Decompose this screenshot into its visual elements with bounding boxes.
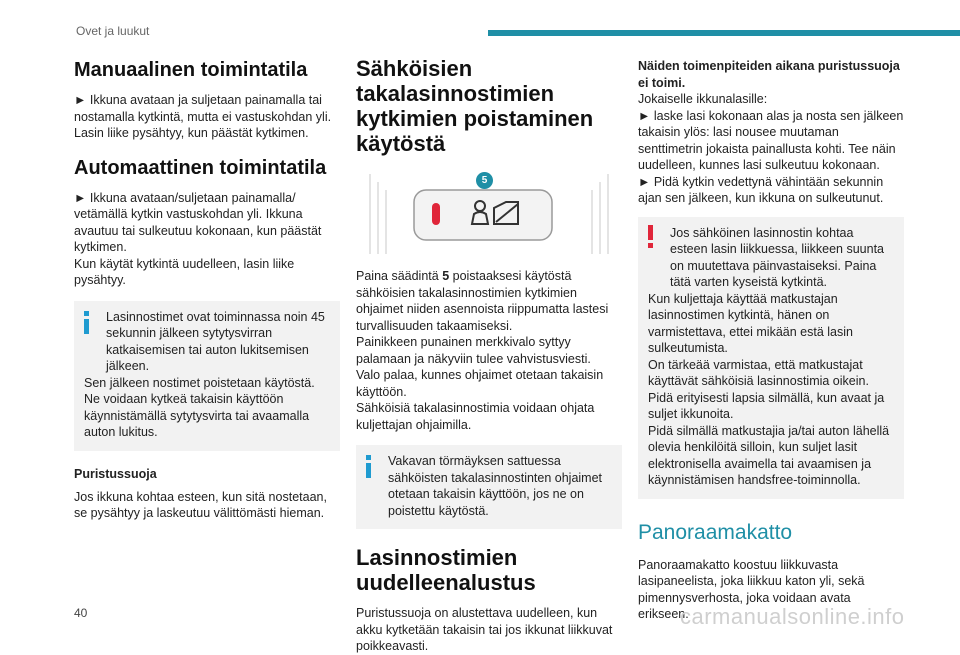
- header-section-title: Ovet ja luukut: [76, 24, 150, 38]
- figure-callout-badge: 5: [476, 172, 493, 189]
- column-right: [638, 56, 904, 623]
- info-note-crash: [356, 445, 622, 529]
- warning-note-line-1: Jos sähköinen lasinnostin kohtaa esteen lasin liikkuessa, liikkeen suunta on muutettava päinvastaiseksi. Paina tätä varten kyseistä kytkintä.: [670, 225, 885, 289]
- warning-note-line-3: On tärkeää varmistaa, että matkustajat käyttävät sähköisiä lasinnostimia oikein.: [648, 357, 869, 388]
- info-icon: [84, 311, 89, 335]
- warning-note-safety: [638, 217, 904, 499]
- pinch-protection-text: Jos ikkuna kohtaa esteen, kun sitä nostetaan, se pysähtyy ja laskeutuu välittömästi hieman.: [74, 489, 327, 520]
- reinit-text-2: ► laske lasi kokonaan alas ja nosta sen jälkeen takaisin ylös: lasi nousee muutaman senttimetrin jokaista painallusta kohti. Tee näin uudelleen, kunnes lasi sulkeutuu kokonaan.: [638, 108, 904, 172]
- warning-note-line-4: Pidä erityisesti lapsia silmällä, kun avaat ja suljet ikkunoita.: [648, 390, 885, 421]
- auto-mode-text-1: ► Ikkuna avataan/suljetaan painamalla/ vetämällä kytkin vastuskohdan yli. Ikkuna avautuu tai sulkeutuu kokonaan, kun päästät kytkimen.: [74, 190, 322, 254]
- header-accent-bar: [488, 30, 960, 36]
- pinch-disabled-warning: Näiden toimenpiteiden aikana puristussuoja ei toimi.: [638, 59, 900, 90]
- reinitialise-heading: Lasinnostimien uudelleenalustus: [356, 545, 536, 595]
- reinit-text-1: Jokaiselle ikkunalasille:: [638, 92, 768, 106]
- child-lock-switch-illustration: [356, 168, 622, 260]
- disable-rear-windows-heading: Sähköisien takalasinnostimien kytkimien poistaminen käytöstä: [356, 56, 594, 156]
- warning-note-line-5: Pidä silmällä matkustajia ja/tai auton lähellä olevia henkilöitä silloin, kun suljet lasit elektronisella avaimella tai avaamisen ja käynnistämisen handsfree-toiminnolla.: [648, 423, 890, 487]
- pinch-protection-heading: Puristussuoja: [74, 466, 157, 481]
- auto-mode-text-2: Kun käytät kytkintä uudelleen, lasin liike pysähtyy.: [74, 256, 295, 287]
- manual-mode-text: ► Ikkuna avataan ja suljetaan painamalla tai nostamalla kytkintä, mutta ei vastuskohdan yli. Lasin liike pysähtyy, kun päästät kytkimen.: [74, 93, 332, 140]
- info-note-line-2: Sen jälkeen nostimet poistetaan käytöstä.: [84, 375, 315, 390]
- panoramic-roof-heading: Panoraamakatto: [638, 520, 793, 544]
- disable-text-3: Valo palaa, kunnes ohjaimet otetaan takaisin käyttöön.: [356, 368, 604, 399]
- disable-text-4: Sähköisiä takalasinnostimia voidaan ohjata kuljettajan ohjaimilla.: [356, 401, 595, 432]
- reinit-text-3: ► Pidä kytkin vedettynä vähintään sekunnin ajan sen jälkeen, kun ikkuna on sulkeutunut.: [638, 174, 884, 205]
- column-middle: [356, 56, 622, 655]
- warning-icon: [648, 225, 654, 249]
- watermark: carmanualsonline.info: [680, 604, 905, 629]
- panoramic-roof-text: Panoraamakatto koostuu liikkuvasta lasipaneelista, joka liikkuu katon yli, sekä pimennysverhosta, joka voidaan avata erikseen.: [638, 557, 865, 621]
- info-icon: [366, 455, 371, 479]
- info-note-timer: [74, 301, 340, 451]
- page-number: 40: [74, 606, 88, 620]
- warning-note-line-2: Kun kuljettaja käyttää matkustajan lasinnostimen kytkintä, hänen on varmistettava, ettei mikään estä lasin sulkeutumista.: [648, 291, 853, 355]
- column-left: [74, 56, 340, 522]
- reinitialise-text: Puristussuoja on alustettava uudelleen, kun akku kytketään takaisin tai jos ikkunat liikkuvat poikkeavasti.: [356, 606, 613, 653]
- disable-text-2: Painikkeen punainen merkkivalo syttyy palamaan ja näkyviin tulee vahvistusviesti.: [356, 335, 591, 366]
- info-note-line-1: Lasinnostimet ovat toiminnassa noin 45 sekunnin jälkeen sytytysvirran katkaisemisen tai auton lukitsemisen jälkeen.: [106, 309, 325, 373]
- info-note-line-3: Ne voidaan kytkeä takaisin käyttöön käynnistämällä sytytysvirta tai avaamalla auton lukitus.: [84, 392, 310, 439]
- info-note-crash-text: Vakavan törmäyksen sattuessa sähköisten takalasinnostinten ohjaimet otetaan takaisin käyttöön, jos ne on poistettu käytöstä.: [388, 454, 603, 518]
- auto-mode-heading: Automaattinen toimintatila: [74, 156, 327, 179]
- disable-text-1: Paina säädintä 5 poistaaksesi käytöstä sähköisien takalasinnostimien kytkimien ohjaimet niiden asennoista riippumatta lastesi turvallisuuden takaamiseksi.: [356, 269, 609, 333]
- manual-mode-heading: Manuaalinen toimintatila: [74, 59, 308, 81]
